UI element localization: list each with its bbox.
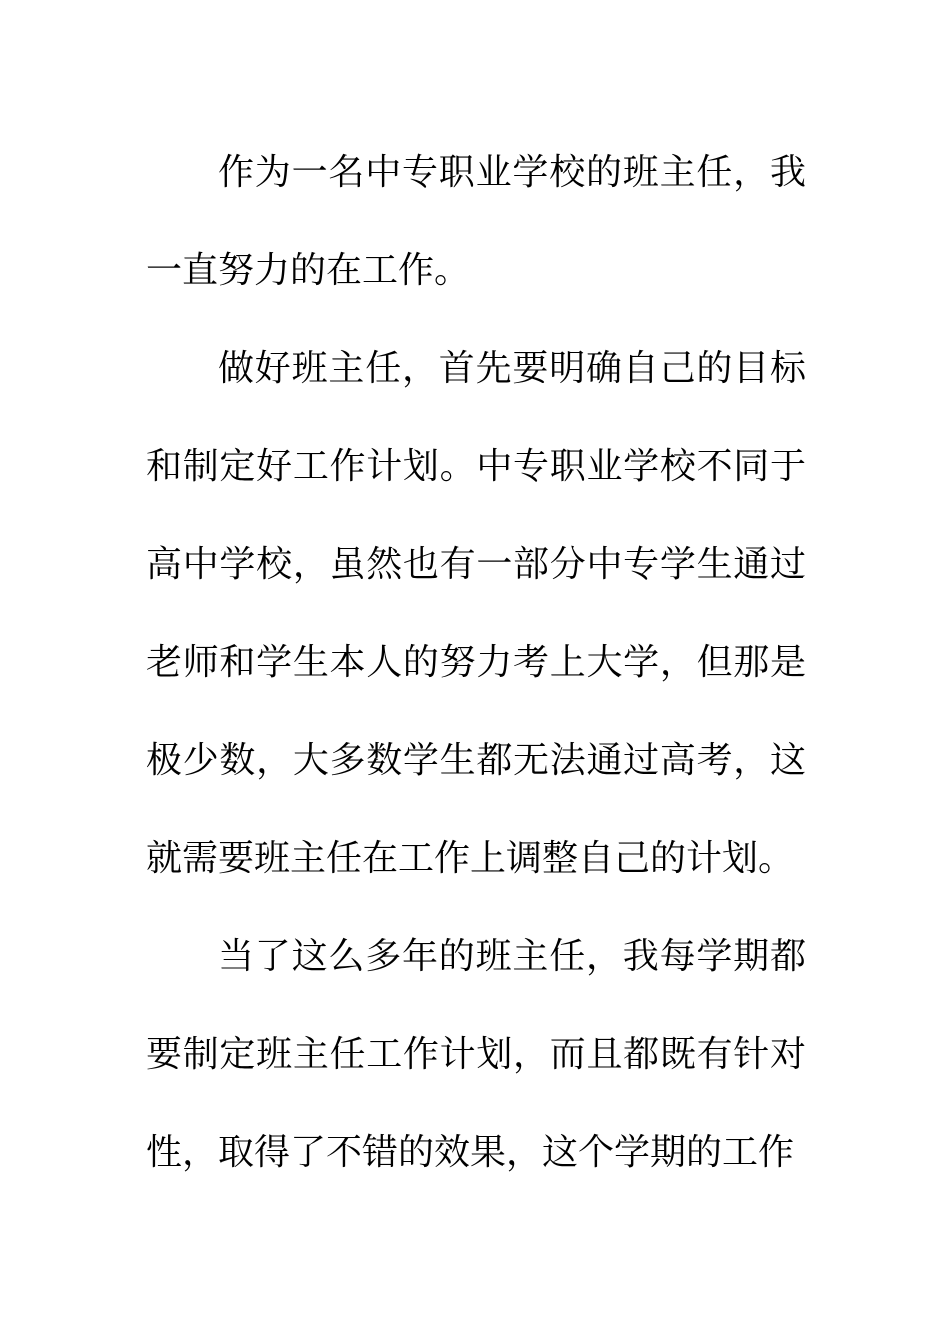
paragraph-2: 做好班主任，首先要明确自己的目标和制定好工作计划。中专职业学校不同于高中学校，虽然也有一部分中专学生通过老师和学生本人的努力考上大学，但那是极少数，大多数学生都无法通过高考，这就需要班主任在工作上调整自己的计划。 [146, 348, 806, 879]
paragraph-1: 作为一名中专职业学校的班主任，我一直努力的在工作。 [146, 152, 806, 291]
paragraph-3: 当了这么多年的班主任，我每学期都要制定班主任工作计划，而且都既有针对性，取得了不错的效果，这个学期的工作 [146, 936, 806, 1173]
document-body [146, 124, 806, 1202]
